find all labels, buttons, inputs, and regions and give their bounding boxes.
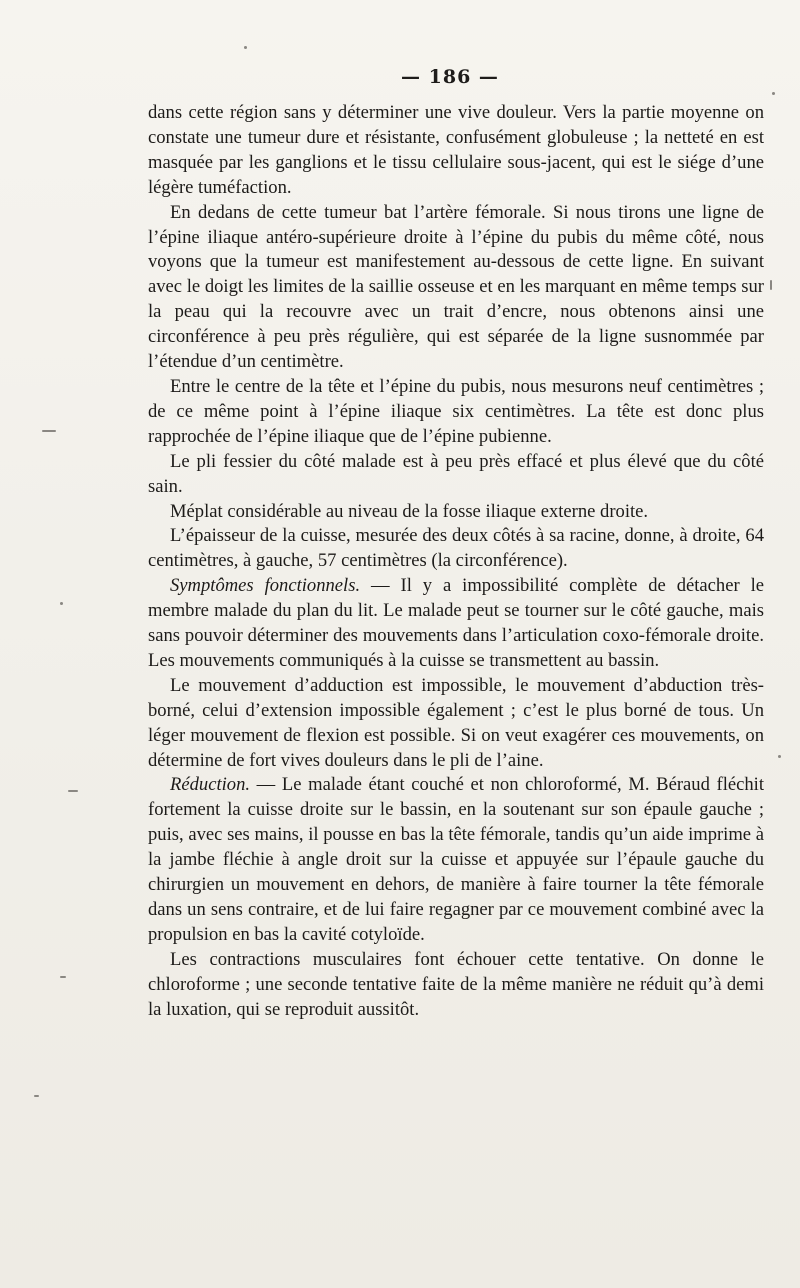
- paragraph-2-text: En dedans de cette tumeur bat l’artère fémorale. Si nous tirons une ligne de l’épine iliaque antéro-supérieure droite à l’épine du pubis du même côté, nous voyons que la tumeur est manifestement au-dessous de cette ligne. En suivant avec le doigt les limites de la saillie osseuse et en les marquant en même temps sur la peau qui la recouvre avec un trait d’encre, nous obtenons ainsi une circonférence à peu près régulière, qui est séparée de la ligne susnommée par l’étendue d’un centimètre.: [148, 201, 764, 373]
- paragraph-7: [148, 574, 764, 674]
- paragraph-8: [148, 674, 764, 774]
- paragraph-5: [148, 500, 764, 525]
- paragraph-10-text: Les contractions musculaires font échouer cette tentative. On donne le chloroforme ; une seconde tentative faite de la même manière ne réduit qu’à demi la luxation, qui se reproduit aussitôt.: [148, 948, 764, 1020]
- scan-speck: [42, 430, 56, 432]
- paragraph-1-text: dans cette région sans y déterminer une vive douleur. Vers la partie moyenne on constate une tumeur dure et résistante, confusément globuleuse ; la netteté en est masquée par les ganglions et le tissu cellulaire sous-jacent, qui est le siége d’une légère tuméfaction.: [148, 102, 764, 198]
- scan-speck: [772, 92, 775, 95]
- paragraph-8-text: Le mouvement d’adduction est impossible, le mouvement d’abduction très-borné, celui d’extension impossible également ; c’est le plus borné de tous. Un léger mouvement de flexion est possible. Si on veut exagérer ces mouvements, on détermine de fort vives douleurs dans le pli de l’aine.: [148, 674, 764, 771]
- scan-speck: [34, 1095, 39, 1097]
- scan-speck: [60, 976, 66, 978]
- paragraph-9-text: — Le malade étant couché et non chloroformé, M. Béraud fléchit fortement la cuisse droite sur le bassin, en la soutenant sur son épaule gauche ; puis, avec ses mains, il pousse en bas la tête fémorale, tandis qu’un aide imprime à la jambe fléchie à angle droit sur la cuisse et appuyée sur l’épaule gauche du chirurgien un mouvement en dehors, de manière à faire tourner la tête fémorale dans un sens contraire, et de lui faire regagner par ce mouvement combiné avec la propulsion en bas la cavité cotyloïde.: [148, 774, 764, 945]
- paragraph-3: [148, 375, 764, 450]
- paragraph-3-text: Entre le centre de la tête et l’épine du pubis, nous mesurons neuf centimètres ; de ce même point à l’épine iliaque six centimètres. La tête est donc plus rapprochée de l’épine iliaque que de l’épine pubienne.: [148, 375, 764, 447]
- paragraph-6: [148, 524, 764, 574]
- scan-speck: [60, 602, 63, 605]
- paragraph-1: [148, 101, 764, 201]
- paragraph-5-text: Méplat considérable au niveau de la fosse iliaque externe droite.: [170, 500, 649, 522]
- paragraph-6-text: L’épaisseur de la cuisse, mesurée des deux côtés à sa racine, donne, à droite, 64 centimètres, à gauche, 57 centimètres (la circonférence).: [148, 525, 764, 572]
- paragraph-4: [148, 450, 764, 500]
- scan-speck: [68, 790, 78, 792]
- page-number: — 186 —: [401, 66, 499, 88]
- paragraph-2: [148, 201, 764, 375]
- scan-speck: [778, 755, 781, 758]
- paragraph-9: [148, 773, 764, 947]
- section-heading-reduction: Réduction.: [170, 774, 251, 796]
- paragraph-7-text: — Il y a impossibilité complète de détacher le membre malade du plan du lit. Le malade peut se tourner sur le côté gauche, mais sans pouvoir déterminer des mouvements dans l’articulation coxo-fémorale droite. Les mouvements communiqués à la cuisse se transmettent au bassin.: [148, 575, 764, 671]
- body-text: [148, 101, 764, 1023]
- paragraph-4-text: Le pli fessier du côté malade est à peu près effacé et plus élevé que du côté sain.: [148, 450, 764, 497]
- scan-speck: [244, 46, 247, 49]
- paragraph-10: [148, 948, 764, 1023]
- scan-speck: [770, 280, 772, 290]
- section-heading-symptomes: Symptômes fonctionnels.: [170, 575, 361, 597]
